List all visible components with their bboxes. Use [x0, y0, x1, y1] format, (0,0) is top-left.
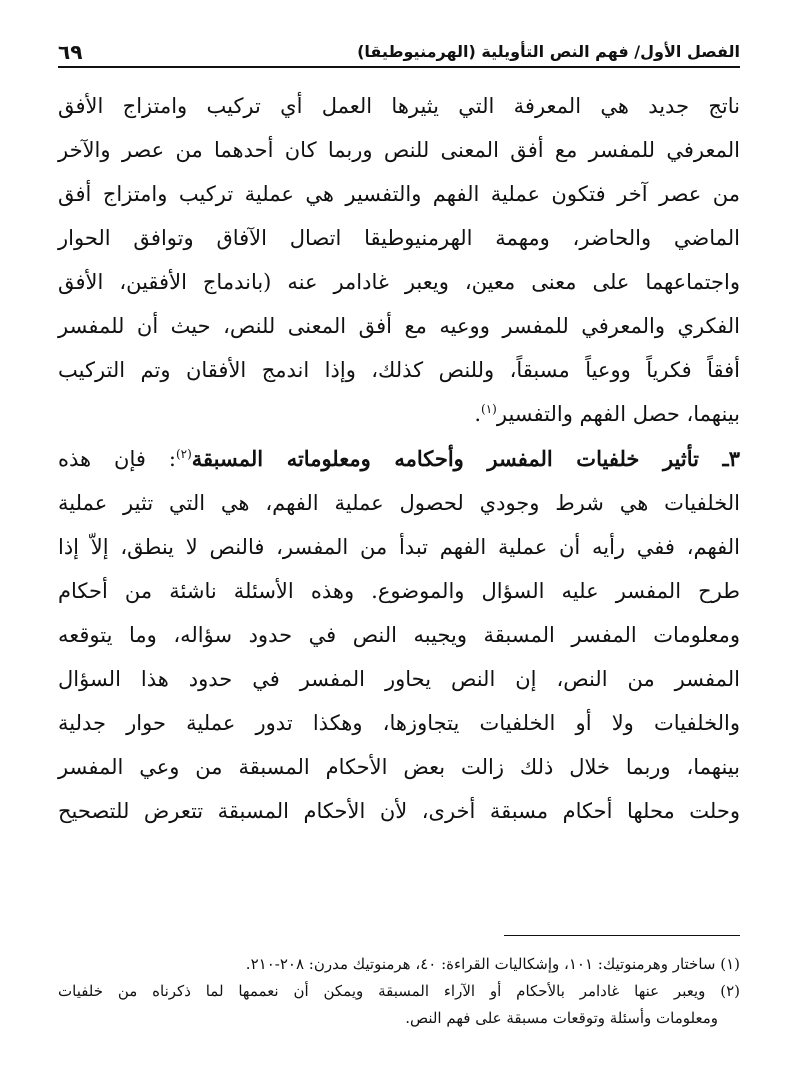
text-line: من عصر آخر فتكون عملية الفهم والتفسير هي عملية تركيب وامتزاج أفق [58, 182, 740, 206]
text-line: الماضي والحاضر، ومهمة الهرمنيوطيقا اتصال الآفاق وتوافق الحوار [58, 226, 740, 250]
text-line: طرح المفسر عليه السؤال والموضوع. وهذه الأسئلة ناشئة من أحكام [58, 579, 740, 603]
paragraph-end-line [58, 392, 740, 436]
text-line: الفكري والمعرفي للمفسر ووعيه مع أفق المعنى للنص، حيث أن للمفسر [58, 314, 740, 338]
text-span: بينهما، حصل الفهم والتفسير [496, 402, 740, 426]
section-heading-line [58, 437, 740, 481]
main-text [58, 84, 740, 833]
footnote-ref-2: (٢) [175, 447, 192, 461]
text-line: ناتج جديد هي المعرفة التي يثيرها العمل أي تركيب وامتزاج الأفق [58, 94, 740, 118]
text-line: ومعلومات المفسر المسبقة ويجيبه النص في حدود سؤاله، وما يتوقعه [58, 623, 740, 647]
footnote-ref-1: (١) [481, 402, 497, 416]
footnote-2: (٢) ويعبر عنها غادامر بالأحكام أو الآراء المسبقة ويمكن أن نعممها لما ذكرناه من خلفيات [58, 982, 740, 1000]
text-line: الفهم، ففي رأيه أن عملية الفهم تبدأ من المفسر، فالنص لا ينطق، إلاّ إذا [58, 535, 740, 559]
text-line: وحلت محلها أحكام مسبقة أخرى، لأن الأحكام المسبقة تتعرض للتصحيح [58, 799, 740, 823]
text-line: أفقاً فكرياً ووعياً مسبقاً، وللنص كذلك، وإذا اندمج الأفقان وتم التركيب [58, 358, 740, 382]
page-number: ٦٩ [58, 40, 83, 64]
text-line: بينهما، وربما خلال ذلك زالت بعض الأحكام المسبقة من وعي المفسر [58, 755, 740, 779]
text-line: الخلفيات هي شرط وجودي لحصول عملية الفهم، هي التي تثير عملية [58, 491, 740, 515]
text-line: المعرفي للمفسر مع أفق المعنى للنص وربما كان أحدهما من عصر والآخر [58, 138, 740, 162]
text-span: : فإن هذه [58, 447, 176, 471]
running-header [58, 26, 740, 66]
text-span: . [474, 402, 482, 426]
text-line: والخلفيات ولا أو الخلفيات يتجاوزها، وهكذا تدور عملية حوار جدلية [58, 711, 740, 735]
footnote-rule [504, 935, 740, 936]
text-line: المفسر من النص، إن النص يحاور المفسر في حدود هذا السؤال [58, 667, 740, 691]
text-line: واجتماعهما على معنى معين، ويعبر غادامر عنه (باندماج الأفقين، الأفق [58, 270, 740, 294]
section-heading: ٣ـ تأثير خلفيات المفسر وأحكامه ومعلوماته المسبقة [191, 446, 740, 471]
header-rule [58, 66, 740, 68]
footnote-1: (١) ساختار وهرمنوتيك: ١٠١، وإشكاليات القراءة: ٤٠، هرمنوتيك مدرن: ٢٠٨-٢١٠. [245, 955, 740, 973]
chapter-title: الفصل الأول/ فهم النص التأويلية (الهرمنيوطيقا) [357, 42, 740, 61]
footnote-2-continued: ومعلومات وأسئلة وتوقعات مسبقة على فهم النص. [405, 1009, 718, 1027]
footnotes [58, 951, 740, 1032]
